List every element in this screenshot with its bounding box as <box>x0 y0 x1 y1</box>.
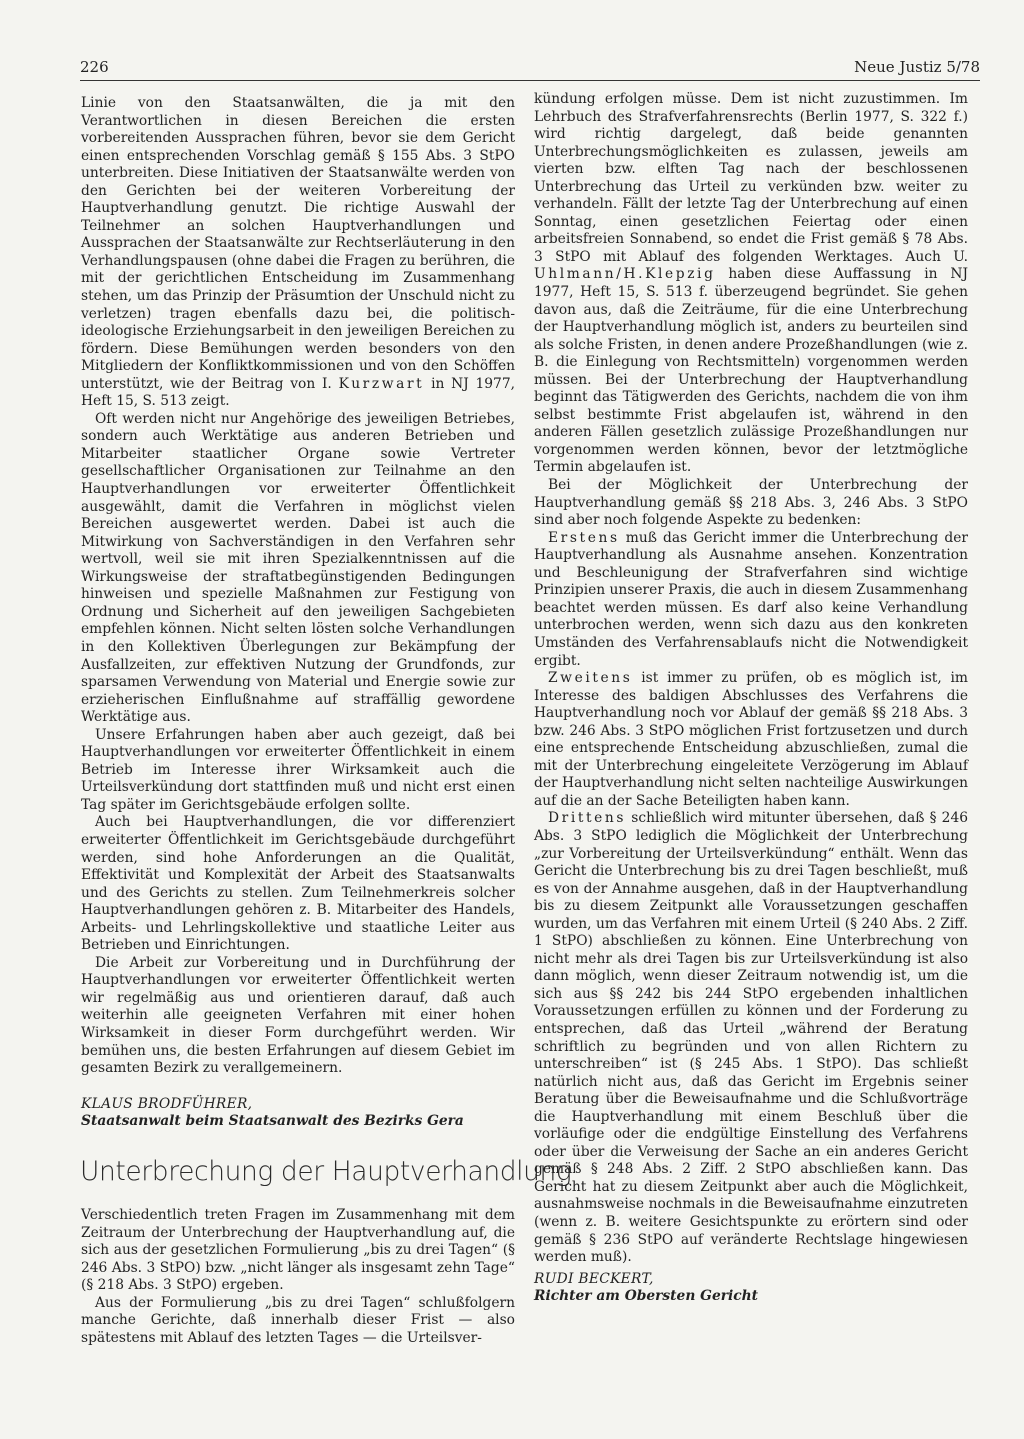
journal-issue: Neue Justiz 5/78 <box>854 58 980 76</box>
paragraph: Auch bei Hauptverhandlungen, die vor differenziert erweiterter Öffentlichkeit im Gerichtsgebäude durchgeführt werden, sind hohe Anforderungen an die Qualität, Effektivität und Komplexität der Arbeit des Staatsanwalts und des Gerichts zu stellen. Zum Teilnehmerkreis solcher Hauptverhandlungen gehören z. B. Mitarbeiter des Handels, Arbeits- und Lehrlingskollektive und staatliche Leiter aus Betrieben und Einrichtungen. <box>81 814 515 954</box>
paragraph: Oft werden nicht nur Angehörige des jeweiligen Betriebes, sondern auch Werktätige aus anderen Betrieben und Mitarbeiter staatlicher Organe sowie Vertreter gesellschaftlicher Organisationen zur Teilnahme an den Hauptverhandlungen vor erweiterter Öffentlichkeit ausgewählt, damit die Verfahren in möglichst vielen Bereichen ausgewertet werden. Dabei ist auch die Mitwirkung von Sachverständigen in den Verfahren sehr wertvoll, weil sie mit ihren Spezialkenntnissen auf die Wirkungsweise der straftatbegünstigenden Bedingungen hinweisen und spezielle Maßnahmen zur Festigung von Ordnung und Sicherheit auf den jeweiligen Sachgebieten empfehlen können. Nicht selten lösten solche Verhandlungen in den Kollektiven Überlegungen zur Bekämpfung der Ausfallzeiten, zur effektiven Nutzung der Grundfonds, zur sparsamen Verwendung von Material und Energie sowie zur erzieherischen Einflußnahme auf straffällig gewordene Werktätige aus. <box>81 410 515 726</box>
signature-role: Richter am Obersten Gericht <box>534 1288 759 1305</box>
paragraph: Aus der Formulierung „bis zu drei Tagen“ schlußfolgern manche Gerichte, daß innerhalb dieser Frist — also spätestens mit Ablauf des letzten Tages — die Urteilsver- <box>81 1294 515 1346</box>
paragraph: Bei der Möglichkeit der Unterbrechung der Hauptverhandlung gemäß §§ 218 Abs. 3, 246 Abs. 3 StPO sind aber noch folgende Aspekte zu bedenken: <box>534 477 968 529</box>
signature <box>534 1271 968 1306</box>
ordinal-lead: Erstens <box>548 529 620 546</box>
paragraph: Zweitens ist immer zu prüfen, ob es möglich ist, im Interesse des baldigen Abschlusses des Verfahrens die Hauptverhandlung noch vor Ablauf der gemäß §§ 218 Abs. 3 bzw. 246 Abs. 3 StPO möglichen Frist fortzusetzen und durch eine entsprechende Entscheidung abzuschließen, zumal die mit der Unterbrechung eingeleitete Verzögerung im Ablauf der Hauptverhandlung nicht selten nachteilige Auswirkungen auf die an der Sache Beteiligten haben kann. <box>534 670 969 809</box>
paragraph: Drittens schließlich wird mitunter übersehen, daß § 246 Abs. 3 StPO lediglich die Möglichkeit der Unterbrechung „zur Vorbereitung der Urteilsverkündung“ enthält. Wenn das Gericht die Unterbrechung bis zu drei Tagen beschließt, muß es von der Annahme ausgehen, daß in der Hauptverhandlung bis zu diesem Zeitpunkt alle Voraussetzungen geschaffen wurden, um das Verfahren mit einem Urteil (§ 240 Abs. 2 Ziff. 1 StPO) abschließen zu können. Eine Unterbrechung von nicht mehr als drei Tagen bis zur Urteilsverkündung ist also dann möglich, wenn dieser Zeitraum notwendig ist, um die sich aus §§ 242 bis 244 StPO ergebenden inhaltlichen Voraussetzungen erfüllen zu können und der Forderung zu entsprechen, daß das Urteil „während der Beratung schriftlich zu begründen und von allen Richtern zu unterschreiben“ ist (§ 245 Abs. 1 StPO). Das schließt natürlich nicht aus, daß das Gericht im Ergebnis seiner Beratung über die Beweisaufnahme und die Schlußvorträge die Hauptverhandlung mit einem Beschluß über die vorläufige oder die endgültige Einstellung des Verfahrens oder über die Verweisung der Sache an ein anderes Gericht gemäß § 248 Abs. 2 Ziff. 2 StPO abschließen kann. Das Gericht hat zu diesem Zeitpunkt aber auch die Möglichkeit, ausnahmsweise nochmals in die Beweisaufnahme einzutreten (wenn z. B. weitere Gesichtspunkte zu erörtern sind oder gemäß § 236 StPO auf veränderte Rechtslage hingewiesen werden muß). <box>534 810 969 1266</box>
signature-role: Staatsanwalt beim Staatsanwalt des Bezirks Gera <box>81 1113 464 1130</box>
page-header <box>80 58 980 80</box>
article-intro <box>81 1207 515 1347</box>
page-number: 226 <box>80 58 109 76</box>
paragraph: Linie von den Staatsanwälten, die ja mit den Verantwortlichen in diesen Bereichen die ersten vorbereitenden Aussprachen führen, bevor sie dem Gericht einen entsprechenden Vorschlag gemäß § 155 Abs. 3 StPO unterbreiten. Diese Initiativen der Staatsanwälte werden von den Gerichten bei der weiteren Vorbereitung der Hauptverhandlung genutzt. Die richtige Auswahl der Teilnehmer an solchen Hauptverhandlungen und Aussprachen der Staatsanwälte zur Rechtserläuterung in den Verhandlungspausen (ohne dabei die Fragen zu berühren, die mit der gerichtlichen Entscheidung im Zusammenhang stehen, um das Prinzip der Präsumtion der Unschuld nicht zu verletzen) tragen ebenfalls dazu bei, die politisch-ideologische Erziehungsarbeit in den jeweiligen Bereichen zu fördern. Diese Bemühungen werden besonders von den Mitgliedern der Konfliktkommissionen und von den Schöffen unterstützt, wie der Beitrag von I. Kurzwart in NJ 1977, Heft 15, S. 513 zeigt. <box>81 95 516 410</box>
paragraph: Unsere Erfahrungen haben aber auch gezeigt, daß bei Hauptverhandlungen vor erweiterter Öffentlichkeit in einem Betrieb im Interesse ihrer Wirksamkeit auch die Urteilsverkündung dort stattfinden muß und nicht erst einen Tag später im Gerichtsgebäude erfolgen sollte. <box>81 726 515 813</box>
ordinal-lead: Zweitens <box>548 670 633 687</box>
author-name: Kurzwart <box>338 375 425 392</box>
signature-name: RUDI BECKERT, <box>534 1270 654 1287</box>
right-column <box>534 91 968 1306</box>
article-title: Unterbrechung der Hauptverhandlung <box>80 1156 572 1187</box>
left-column <box>81 95 515 1131</box>
paragraph: Erstens muß das Gericht immer die Unterbrechung der Hauptverhandlung als Ausnahme ansehen. Konzentration und Beschleunigung der Strafverfahren sind wichtige Prinzipien unserer Praxis, die auch in diesem Zusammenhang beachtet werden müssen. Es darf also keine Verhandlung unterbrochen werden, wenn sich dazu aus den konkreten Umständen des Verfahrensablaufs nicht die Notwendigkeit ergibt. <box>534 529 968 669</box>
paragraph: Verschiedentlich treten Fragen im Zusammenhang mit dem Zeitraum der Unterbrechung der Hauptverhandlung auf, die sich aus der gesetzlichen Formulierung „bis zu drei Tagen“ (§ 246 Abs. 3 StPO) bzw. „nicht länger als insgesamt zehn Tage“ (§ 218 Abs. 3 StPO) ergeben. <box>81 1207 515 1294</box>
author-name: Uhlmann/H.Klepzig <box>534 266 716 283</box>
paragraph: Die Arbeit zur Vorbereitung und in Durchführung der Hauptverhandlungen vor erweiterter Öffentlichkeit werten wir regelmäßig aus und orientieren darauf, daß auch weiterhin alle geeigneten Verfahren mit einer hohen Wirksamkeit in dieser Form durchgeführt werden. Wir bemühen uns, die besten Erfahrungen auf diesem Gebiet im gesamten Bezirk zu verallgemeinern. <box>81 954 515 1077</box>
signature <box>81 1096 515 1131</box>
signature-name: KLAUS BRODFÜHRER, <box>81 1095 253 1112</box>
paragraph: kündung erfolgen müsse. Dem ist nicht zuzustimmen. Im Lehrbuch des Strafverfahrensrechts (Berlin 1977, S. 322 f.) wird richtig dargelegt, daß beide genannten Unterbrechungsmöglichkeiten es zulassen, jeweils am vierten bzw. elften Tag nach der beschlossenen Unterbrechung das Urteil zu verkünden bzw. weiter zu verhandeln. Fällt der letzte Tag der Unterbrechung auf einen Sonntag, einen gesetzlichen Feiertag oder einen arbeitsfreien Sonnabend, so endet die Frist gemäß § 78 Abs. 3 StPO mit Ablauf des folgenden Werktages. Auch U. Uhlmann/H.Klepzig haben diese Auffassung in NJ 1977, Heft 15, S. 513 f. überzeugend begründet. Sie gehen davon aus, daß die Zeiträume, für die eine Unterbrechung der Hauptverhandlung möglich ist, anders zu beurteilen sind als solche Fristen, in denen andere Prozeßhandlungen (wie z. B. die Einlegung von Rechtsmitteln) vorgenommen werden müssen. Bei der Unterbrechung der Hauptverhandlung beginnt das Tätigwerden des Gerichts, nachdem die von ihm selbst bestimmte Frist abgelaufen ist, während in den anderen Fällen gesetzlich zulässige Prozeßhandlungen nur vorgenommen werden können, bevor der letztmögliche Termin abgelaufen ist. <box>534 91 968 476</box>
header-rule <box>80 80 980 81</box>
ordinal-lead: Drittens <box>548 810 627 827</box>
